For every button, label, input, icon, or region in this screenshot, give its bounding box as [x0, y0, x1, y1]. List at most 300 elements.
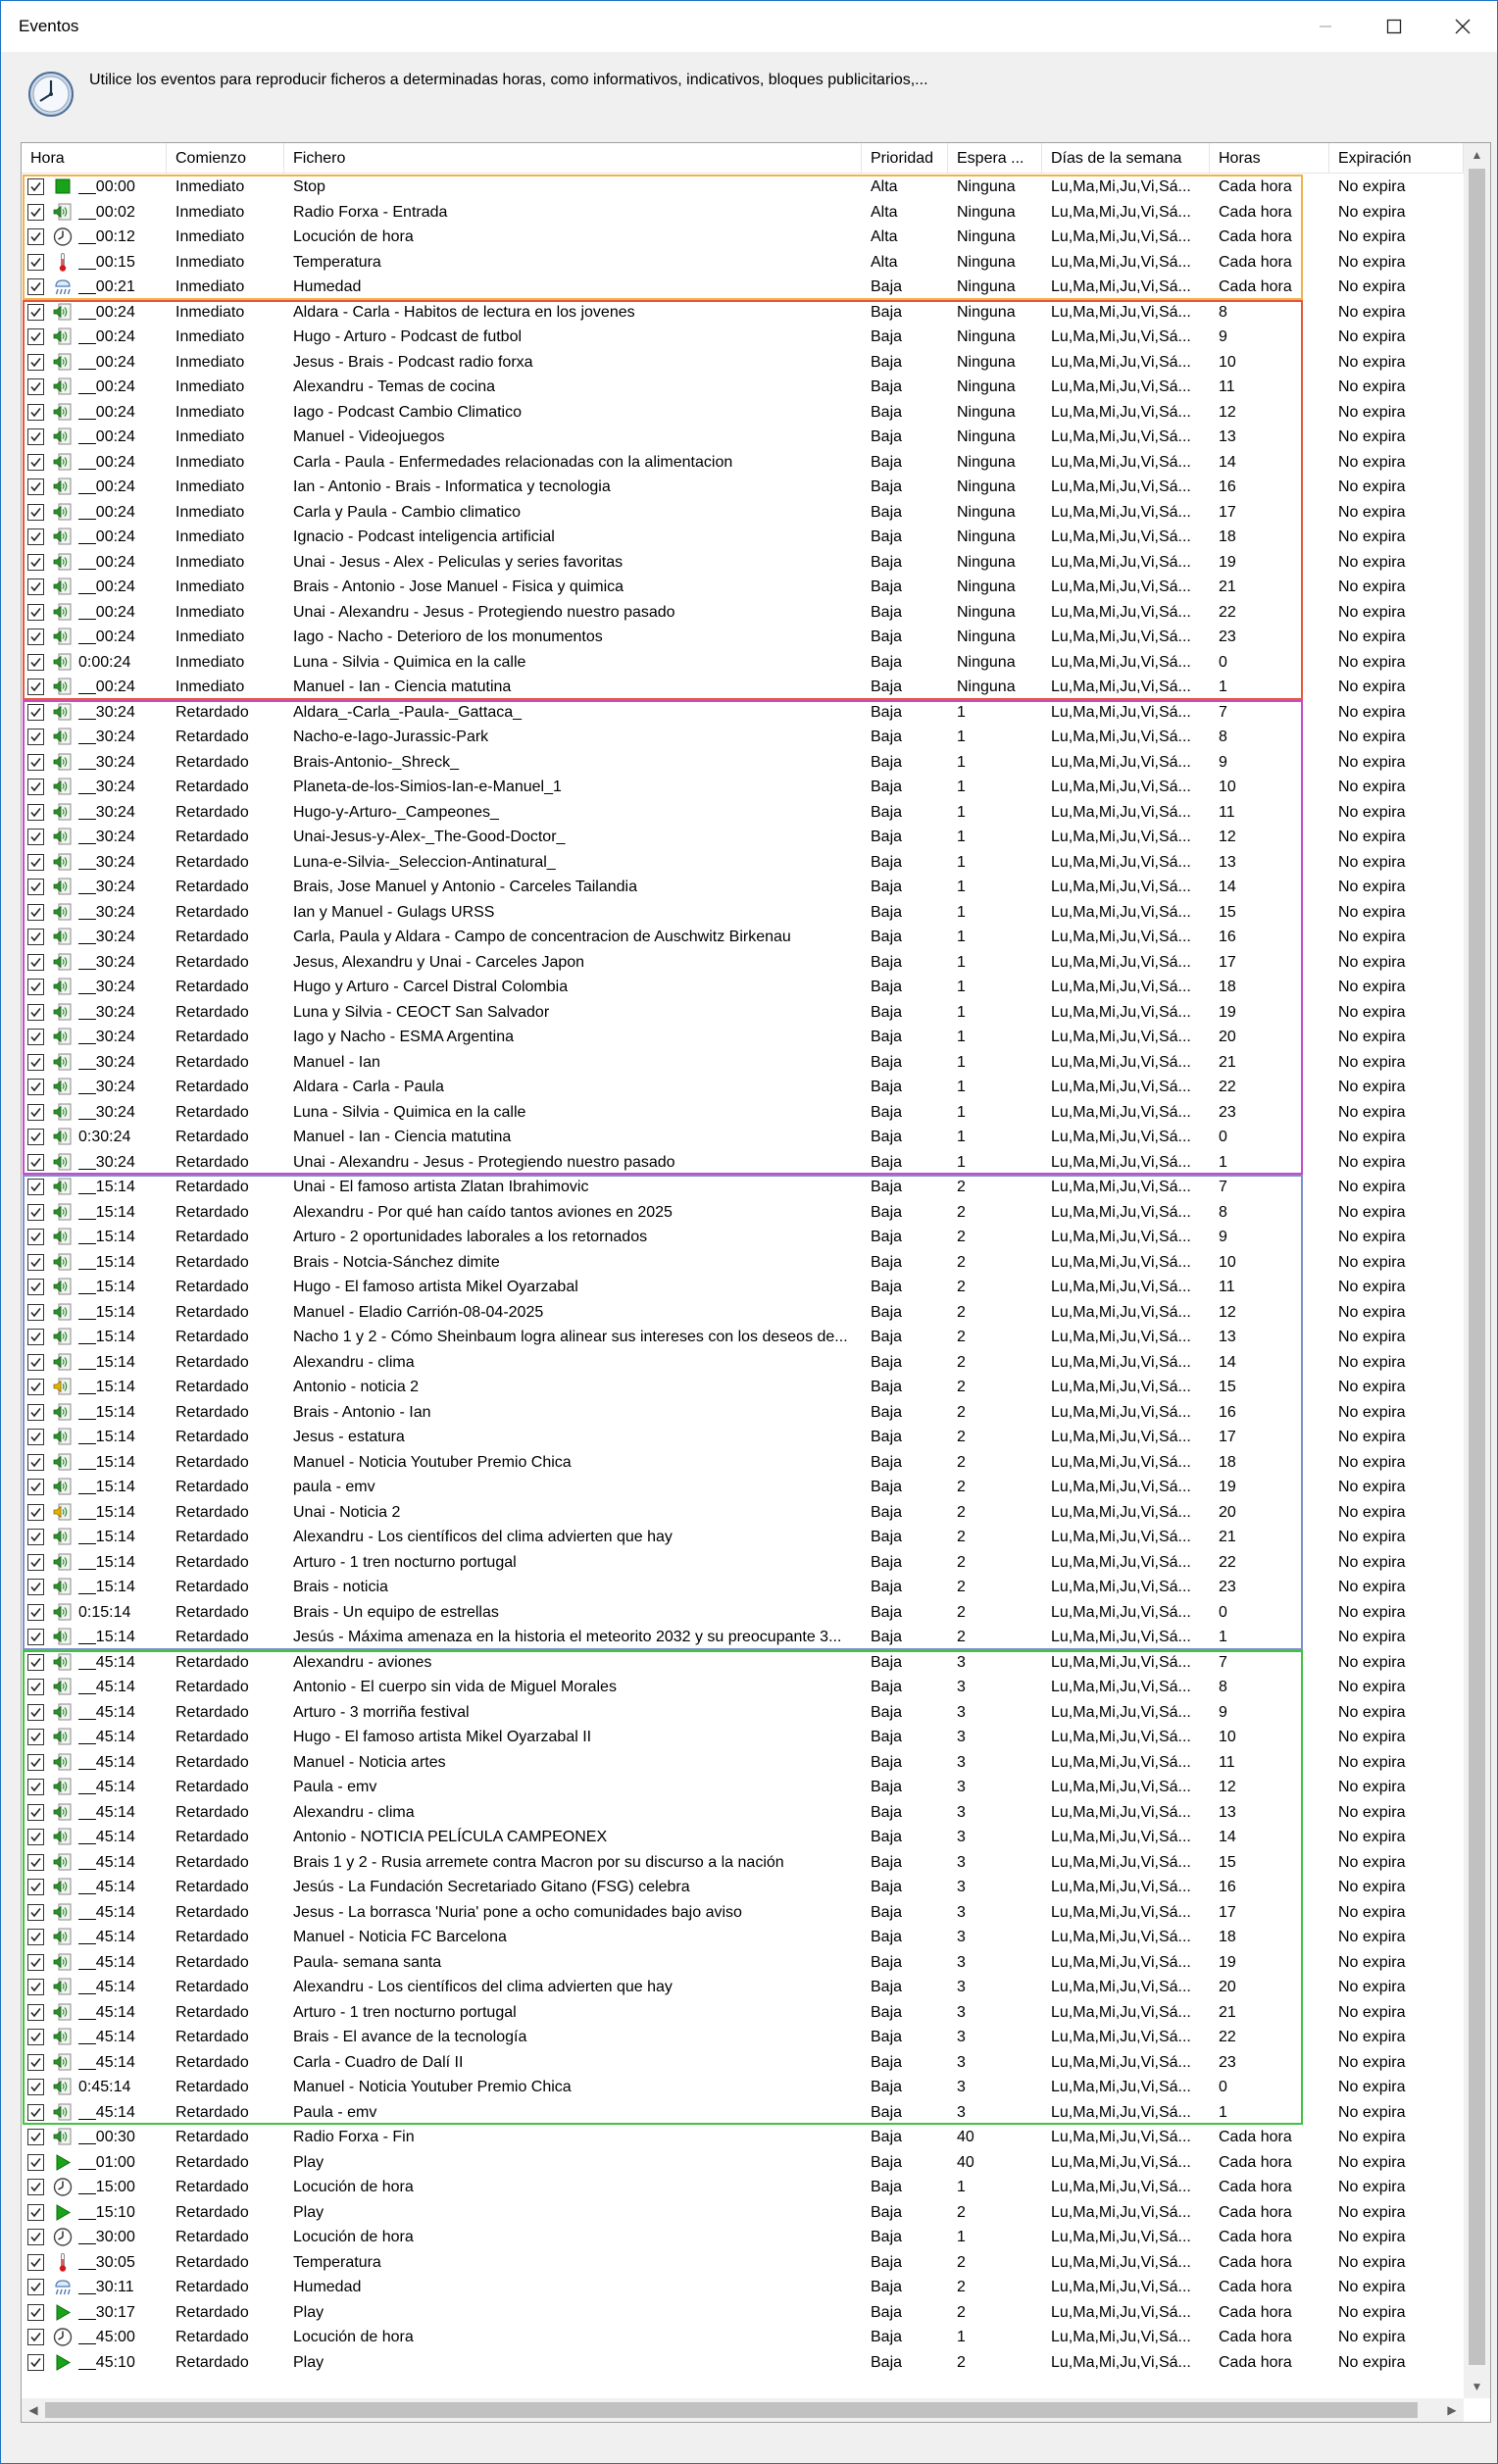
cell-expiracion: No expira: [1338, 1103, 1406, 1121]
table-row[interactable]: [22, 800, 1464, 826]
enabled-checkbox[interactable]: [27, 1504, 44, 1521]
cell-dias: Lu,Ma,Mi,Ju,Vi,Sá...: [1051, 1703, 1191, 1721]
enabled-checkbox[interactable]: [27, 1554, 44, 1571]
cell-fichero: Carla y Paula - Cambio climatico: [293, 503, 522, 521]
cell-dias: Lu,Ma,Mi,Ju,Vi,Sá...: [1051, 1253, 1191, 1271]
enabled-checkbox[interactable]: [27, 1029, 44, 1045]
table-row[interactable]: [22, 650, 1464, 676]
cell-prioridad: Baja: [871, 428, 903, 445]
cell-comienzo: Inmediato: [175, 428, 245, 445]
table-row[interactable]: [22, 200, 1464, 226]
audio-file-icon: [52, 827, 74, 847]
table-row[interactable]: [22, 1250, 1464, 1276]
column-header-comienzo[interactable]: Comienzo: [167, 143, 284, 174]
cell-horas: 14: [1219, 453, 1236, 471]
table-row[interactable]: [22, 1675, 1464, 1700]
table-row[interactable]: [22, 225, 1464, 250]
horizontal-scroll-thumb[interactable]: [45, 2402, 1418, 2418]
column-header-hora[interactable]: Hora: [22, 143, 167, 174]
cell-fichero: Stop: [293, 178, 325, 195]
audio-file-icon: [52, 1527, 74, 1547]
play-icon: [52, 2302, 74, 2323]
enabled-checkbox[interactable]: [27, 1304, 44, 1321]
table-row[interactable]: [22, 2350, 1464, 2376]
table-row[interactable]: [22, 950, 1464, 976]
table-row[interactable]: [22, 850, 1464, 876]
table-row[interactable]: [22, 1550, 1464, 1576]
enabled-checkbox[interactable]: [27, 654, 44, 671]
enabled-checkbox[interactable]: [27, 504, 44, 521]
enabled-checkbox[interactable]: [27, 604, 44, 621]
cell-prioridad: Baja: [871, 1629, 903, 1645]
table-row[interactable]: [22, 775, 1464, 800]
cell-prioridad: Baja: [871, 2279, 903, 2295]
enabled-checkbox[interactable]: [27, 879, 44, 895]
enabled-checkbox[interactable]: [27, 2004, 44, 2021]
vertical-scroll-thumb[interactable]: [1469, 169, 1485, 2365]
audio-file-icon: [52, 1127, 74, 1147]
table-row[interactable]: [22, 1500, 1464, 1526]
column-header-dias[interactable]: Días de la semana: [1042, 143, 1210, 174]
enabled-checkbox[interactable]: [27, 2204, 44, 2221]
enabled-checkbox[interactable]: [27, 354, 44, 371]
table-row[interactable]: [22, 900, 1464, 926]
cell-expiracion: No expira: [1338, 553, 1406, 571]
table-row[interactable]: [22, 1275, 1464, 1300]
cell-prioridad: Alta: [871, 203, 898, 221]
enabled-checkbox[interactable]: [27, 1054, 44, 1071]
table-row[interactable]: [22, 300, 1464, 326]
column-header-espera[interactable]: Espera ...: [948, 143, 1042, 174]
enabled-checkbox[interactable]: [27, 478, 44, 495]
enabled-checkbox[interactable]: [27, 1379, 44, 1395]
cell-espera: 1: [957, 1003, 966, 1021]
cell-prioridad: Alta: [871, 253, 898, 271]
enabled-checkbox[interactable]: [27, 929, 44, 945]
table-row[interactable]: [22, 1100, 1464, 1126]
table-row[interactable]: [22, 1900, 1464, 1926]
cell-hora: __15:14: [78, 1579, 135, 1595]
enabled-checkbox[interactable]: [27, 1279, 44, 1295]
cell-horas: 19: [1219, 1479, 1236, 1495]
enabled-checkbox[interactable]: [27, 2079, 44, 2095]
cell-horas: Cada hora: [1219, 2329, 1292, 2345]
table-row[interactable]: [22, 550, 1464, 576]
cell-comienzo: Retardado: [175, 1003, 249, 1021]
table-row[interactable]: [22, 175, 1464, 200]
enabled-checkbox[interactable]: [27, 1454, 44, 1471]
cell-fichero: Locución de hora: [293, 2329, 414, 2345]
table-row[interactable]: [22, 1325, 1464, 1350]
table-row[interactable]: [22, 1350, 1464, 1376]
cell-fichero: Paula - emv: [293, 1779, 377, 1795]
table-row[interactable]: [22, 975, 1464, 1000]
cell-espera: 3: [957, 2003, 966, 2021]
enabled-checkbox[interactable]: [27, 1154, 44, 1171]
enabled-checkbox[interactable]: [27, 954, 44, 971]
cell-fichero: Jesús - Máxima amenaza en la historia el meteorito 2032 y su preocupante 3...: [293, 1629, 842, 1645]
enabled-checkbox[interactable]: [27, 779, 44, 795]
enabled-checkbox[interactable]: [27, 1954, 44, 1971]
enabled-checkbox[interactable]: [27, 1704, 44, 1721]
enabled-checkbox[interactable]: [27, 1754, 44, 1771]
cell-espera: 3: [957, 1879, 966, 1895]
table-row[interactable]: [22, 1400, 1464, 1426]
cell-fichero: Manuel - Ian - Ciencia matutina: [293, 679, 512, 695]
cell-comienzo: Inmediato: [175, 203, 245, 221]
cell-espera: 2: [957, 1529, 966, 1545]
table-row[interactable]: [22, 325, 1464, 350]
enabled-checkbox[interactable]: [27, 1854, 44, 1871]
audio-file-yellow-icon: [52, 1377, 74, 1397]
enabled-checkbox[interactable]: [27, 1129, 44, 1145]
table-row[interactable]: [22, 2250, 1464, 2276]
table-row[interactable]: [22, 2325, 1464, 2350]
table-row[interactable]: [22, 1700, 1464, 1726]
enabled-checkbox[interactable]: [27, 2279, 44, 2295]
enabled-checkbox[interactable]: [27, 679, 44, 695]
cell-dias: Lu,Ma,Mi,Ju,Vi,Sá...: [1051, 829, 1191, 845]
cell-horas: 13: [1219, 428, 1236, 445]
enabled-checkbox[interactable]: [27, 2254, 44, 2271]
enabled-checkbox[interactable]: [27, 1804, 44, 1821]
table-row[interactable]: [22, 2000, 1464, 2026]
cell-comienzo: Retardado: [175, 1979, 249, 1995]
enabled-checkbox[interactable]: [27, 754, 44, 771]
cell-horas: 7: [1219, 1653, 1227, 1671]
enabled-checkbox[interactable]: [27, 1079, 44, 1095]
table-row[interactable]: [22, 1975, 1464, 2000]
cell-hora: __15:00: [78, 2179, 135, 2195]
cell-dias: Lu,Ma,Mi,Ju,Vi,Sá...: [1051, 2303, 1191, 2321]
maximize-button[interactable]: [1360, 1, 1428, 52]
enabled-checkbox[interactable]: [27, 2229, 44, 2245]
audio-file-icon: [52, 2102, 74, 2123]
horizontal-scrollbar[interactable]: [22, 2398, 1464, 2422]
enabled-checkbox[interactable]: [27, 1529, 44, 1545]
cell-fichero: Paula - emv: [293, 2103, 377, 2121]
table-row[interactable]: [22, 1650, 1464, 1676]
vertical-scrollbar[interactable]: [1464, 143, 1490, 2398]
enabled-checkbox[interactable]: [27, 829, 44, 845]
cell-espera: 40: [957, 2153, 974, 2171]
enabled-checkbox[interactable]: [27, 979, 44, 995]
enabled-checkbox[interactable]: [27, 904, 44, 921]
table-row[interactable]: [22, 2200, 1464, 2226]
enabled-checkbox[interactable]: [27, 254, 44, 271]
cell-espera: 2: [957, 1279, 966, 1295]
cell-dias: Lu,Ma,Mi,Ju,Vi,Sá...: [1051, 428, 1191, 445]
table-row[interactable]: [22, 1850, 1464, 1876]
cell-horas: 10: [1219, 779, 1236, 795]
title-bar[interactable]: [1, 1, 1497, 52]
enabled-checkbox[interactable]: [27, 854, 44, 871]
table-row[interactable]: [22, 925, 1464, 950]
cell-comienzo: Inmediato: [175, 653, 245, 671]
table-row[interactable]: [22, 1225, 1464, 1250]
column-header-horas[interactable]: Horas: [1210, 143, 1329, 174]
cell-expiracion: No expira: [1338, 303, 1406, 321]
cell-fichero: Unai - Alexandru - Jesus - Protegiendo nuestro pasado: [293, 603, 675, 621]
cell-prioridad: Baja: [871, 803, 903, 821]
cell-hora: __15:14: [78, 1353, 135, 1371]
table-row[interactable]: [22, 1000, 1464, 1026]
table-row[interactable]: [22, 1725, 1464, 1750]
table-row[interactable]: [22, 2300, 1464, 2326]
scroll-down-arrow-icon[interactable]: ▼: [1471, 2380, 1483, 2393]
table-row[interactable]: [22, 1375, 1464, 1400]
enabled-checkbox[interactable]: [27, 2029, 44, 2045]
table-row[interactable]: [22, 2075, 1464, 2100]
table-row[interactable]: [22, 2100, 1464, 2126]
table-row[interactable]: [22, 350, 1464, 376]
enabled-checkbox[interactable]: [27, 1354, 44, 1371]
cell-hora: __45:14: [78, 1979, 135, 1995]
cell-horas: 19: [1219, 1953, 1236, 1971]
enabled-checkbox[interactable]: [27, 278, 44, 295]
table-row[interactable]: [22, 1925, 1464, 1950]
enabled-checkbox[interactable]: [27, 1254, 44, 1271]
table-row[interactable]: [22, 525, 1464, 550]
table-row[interactable]: [22, 1800, 1464, 1826]
table-row[interactable]: [22, 1125, 1464, 1150]
cell-comienzo: Inmediato: [175, 528, 245, 545]
table-row[interactable]: [22, 1750, 1464, 1776]
cell-horas: 17: [1219, 503, 1236, 521]
table-row[interactable]: [22, 475, 1464, 500]
table-row[interactable]: [22, 725, 1464, 750]
enabled-checkbox[interactable]: [27, 1604, 44, 1621]
table-row[interactable]: [22, 750, 1464, 776]
table-row[interactable]: [22, 400, 1464, 426]
enabled-checkbox[interactable]: [27, 1729, 44, 1745]
table-row[interactable]: [22, 1575, 1464, 1600]
cell-espera: 1: [957, 903, 966, 921]
cell-fichero: Jesus - La borrasca 'Nuria' pone a ocho comunidades bajo aviso: [293, 1903, 742, 1921]
cell-horas: Cada hora: [1219, 278, 1292, 295]
cell-hora: __01:00: [78, 2153, 135, 2171]
column-header-prioridad[interactable]: Prioridad: [862, 143, 948, 174]
scroll-left-arrow-icon[interactable]: ◀: [28, 2403, 38, 2417]
cell-fichero: Arturo - 2 oportunidades laborales a los retornados: [293, 1229, 648, 1245]
table-row[interactable]: [22, 1175, 1464, 1200]
cell-comienzo: Retardado: [175, 1053, 249, 1071]
table-row[interactable]: [22, 600, 1464, 626]
column-header-expiracion[interactable]: Expiración: [1329, 143, 1464, 174]
table-row[interactable]: [22, 1075, 1464, 1100]
table-row[interactable]: [22, 2125, 1464, 2150]
cell-dias: Lu,Ma,Mi,Ju,Vi,Sá...: [1051, 879, 1191, 895]
enabled-checkbox[interactable]: [27, 2329, 44, 2345]
table-row[interactable]: [22, 375, 1464, 400]
table-row[interactable]: [22, 2275, 1464, 2300]
enabled-checkbox[interactable]: [27, 304, 44, 321]
enabled-checkbox[interactable]: [27, 228, 44, 245]
cell-expiracion: No expira: [1338, 929, 1406, 945]
table-row[interactable]: [22, 2175, 1464, 2200]
enabled-checkbox[interactable]: [27, 528, 44, 545]
table-row[interactable]: [22, 1475, 1464, 1500]
cell-espera: Ninguna: [957, 453, 1016, 471]
audio-file-icon: [52, 752, 74, 773]
audio-file-icon: [52, 1202, 74, 1223]
enabled-checkbox[interactable]: [27, 204, 44, 221]
enabled-checkbox[interactable]: [27, 729, 44, 745]
enabled-checkbox[interactable]: [27, 1779, 44, 1795]
enabled-checkbox[interactable]: [27, 2354, 44, 2371]
enabled-checkbox[interactable]: [27, 2154, 44, 2171]
table-row[interactable]: [22, 1425, 1464, 1450]
table-row[interactable]: [22, 1525, 1464, 1550]
table-row[interactable]: [22, 1825, 1464, 1850]
table-row[interactable]: [22, 1050, 1464, 1076]
cell-espera: 3: [957, 2053, 966, 2071]
enabled-checkbox[interactable]: [27, 1904, 44, 1921]
table-row[interactable]: [22, 675, 1464, 700]
cell-dias: Lu,Ma,Mi,Ju,Vi,Sá...: [1051, 378, 1191, 395]
cell-fichero: Alexandru - clima: [293, 1803, 415, 1821]
cell-hora: __30:24: [78, 1053, 135, 1071]
enabled-checkbox[interactable]: [27, 578, 44, 595]
close-button[interactable]: [1428, 1, 1497, 52]
enabled-checkbox[interactable]: [27, 1654, 44, 1671]
cell-horas: 0: [1219, 2079, 1227, 2095]
enabled-checkbox[interactable]: [27, 1879, 44, 1895]
cell-comienzo: Retardado: [175, 1579, 249, 1595]
enabled-checkbox[interactable]: [27, 1204, 44, 1221]
table-row[interactable]: [22, 1300, 1464, 1326]
table-row[interactable]: [22, 2150, 1464, 2176]
cell-fichero: Jesus - estatura: [293, 1429, 405, 1445]
table-row[interactable]: [22, 425, 1464, 450]
table-row[interactable]: [22, 2050, 1464, 2076]
scroll-up-arrow-icon[interactable]: ▲: [1471, 148, 1483, 162]
audio-file-icon: [52, 1052, 74, 1073]
cell-dias: Lu,Ma,Mi,Ju,Vi,Sá...: [1051, 2279, 1191, 2295]
cell-hora: __45:14: [78, 2053, 135, 2071]
enabled-checkbox[interactable]: [27, 1679, 44, 1695]
enabled-checkbox[interactable]: [27, 378, 44, 395]
cell-espera: 1: [957, 879, 966, 895]
minimize-button[interactable]: [1291, 1, 1360, 52]
enabled-checkbox[interactable]: [27, 1404, 44, 1421]
cell-fichero: Alexandru - Los científicos del clima advierten que hay: [293, 1979, 673, 1995]
enabled-checkbox[interactable]: [27, 404, 44, 421]
cell-horas: 1: [1219, 1629, 1227, 1645]
cell-fichero: Iago y Nacho - ESMA Argentina: [293, 1029, 515, 1045]
enabled-checkbox[interactable]: [27, 2104, 44, 2121]
cell-hora: __30:24: [78, 929, 135, 945]
table-row[interactable]: [22, 1950, 1464, 1976]
cell-prioridad: Baja: [871, 879, 903, 895]
cell-fichero: Arturo - 1 tren nocturno portugal: [293, 2003, 517, 2021]
enabled-checkbox[interactable]: [27, 1579, 44, 1595]
table-row[interactable]: [22, 2225, 1464, 2250]
cell-fichero: Hugo - El famoso artista Mikel Oyarzabal II: [293, 1729, 592, 1745]
table-row[interactable]: [22, 1150, 1464, 1176]
table-row[interactable]: [22, 1625, 1464, 1650]
enabled-checkbox[interactable]: [27, 554, 44, 571]
enabled-checkbox[interactable]: [27, 1229, 44, 1245]
cell-dias: Lu,Ma,Mi,Ju,Vi,Sá...: [1051, 2053, 1191, 2071]
cell-prioridad: Baja: [871, 1729, 903, 1745]
enabled-checkbox[interactable]: [27, 1179, 44, 1195]
enabled-checkbox[interactable]: [27, 2304, 44, 2321]
enabled-checkbox[interactable]: [27, 1629, 44, 1645]
cell-expiracion: No expira: [1338, 503, 1406, 521]
cell-hora: __15:14: [78, 1179, 135, 1195]
enabled-checkbox[interactable]: [27, 328, 44, 345]
events-list[interactable]: [21, 142, 1491, 2423]
enabled-checkbox[interactable]: [27, 1929, 44, 1945]
cell-hora: __30:24: [78, 829, 135, 845]
enabled-checkbox[interactable]: [27, 1329, 44, 1345]
enabled-checkbox[interactable]: [27, 629, 44, 645]
cell-espera: 2: [957, 1329, 966, 1345]
enabled-checkbox[interactable]: [27, 804, 44, 821]
cell-dias: Lu,Ma,Mi,Ju,Vi,Sá...: [1051, 2003, 1191, 2021]
table-row[interactable]: [22, 1025, 1464, 1050]
cell-espera: 1: [957, 729, 966, 745]
table-row[interactable]: [22, 1450, 1464, 1476]
cell-dias: Lu,Ma,Mi,Ju,Vi,Sá...: [1051, 1779, 1191, 1795]
enabled-checkbox[interactable]: [27, 1829, 44, 1845]
enabled-checkbox[interactable]: [27, 2179, 44, 2195]
cell-espera: 1: [957, 2179, 966, 2195]
table-row[interactable]: [22, 1200, 1464, 1226]
cell-fichero: Manuel - Noticia Youtuber Premio Chica: [293, 2079, 572, 2095]
table-row[interactable]: [22, 1600, 1464, 1626]
enabled-checkbox[interactable]: [27, 2129, 44, 2145]
table-row[interactable]: [22, 825, 1464, 850]
table-row[interactable]: [22, 575, 1464, 600]
table-row[interactable]: [22, 1875, 1464, 1900]
cell-dias: Lu,Ma,Mi,Ju,Vi,Sá...: [1051, 729, 1191, 745]
enabled-checkbox[interactable]: [27, 178, 44, 195]
cell-dias: Lu,Ma,Mi,Ju,Vi,Sá...: [1051, 1953, 1191, 1971]
cell-expiracion: No expira: [1338, 1703, 1406, 1721]
table-row[interactable]: [22, 2025, 1464, 2050]
table-row[interactable]: [22, 275, 1464, 300]
cell-prioridad: Baja: [871, 2329, 903, 2345]
audio-file-icon: [52, 977, 74, 997]
enabled-checkbox[interactable]: [27, 428, 44, 445]
table-row[interactable]: [22, 450, 1464, 476]
enabled-checkbox[interactable]: [27, 1429, 44, 1445]
cell-prioridad: Baja: [871, 729, 903, 745]
cell-comienzo: Retardado: [175, 2003, 249, 2021]
table-row[interactable]: [22, 1775, 1464, 1800]
table-row[interactable]: [22, 875, 1464, 900]
enabled-checkbox[interactable]: [27, 704, 44, 721]
enabled-checkbox[interactable]: [27, 2054, 44, 2071]
column-header-fichero[interactable]: Fichero: [284, 143, 862, 174]
cell-expiracion: No expira: [1338, 428, 1406, 445]
table-row[interactable]: [22, 700, 1464, 726]
table-row[interactable]: [22, 625, 1464, 650]
enabled-checkbox[interactable]: [27, 1104, 44, 1121]
enabled-checkbox[interactable]: [27, 1479, 44, 1495]
scroll-right-arrow-icon[interactable]: ▶: [1447, 2403, 1457, 2417]
cell-comienzo: Retardado: [175, 1353, 249, 1371]
table-row[interactable]: [22, 250, 1464, 276]
cell-espera: 1: [957, 803, 966, 821]
enabled-checkbox[interactable]: [27, 1004, 44, 1021]
table-row[interactable]: [22, 500, 1464, 526]
cell-hora: __00:15: [78, 253, 135, 271]
enabled-checkbox[interactable]: [27, 454, 44, 471]
enabled-checkbox[interactable]: [27, 1979, 44, 1995]
